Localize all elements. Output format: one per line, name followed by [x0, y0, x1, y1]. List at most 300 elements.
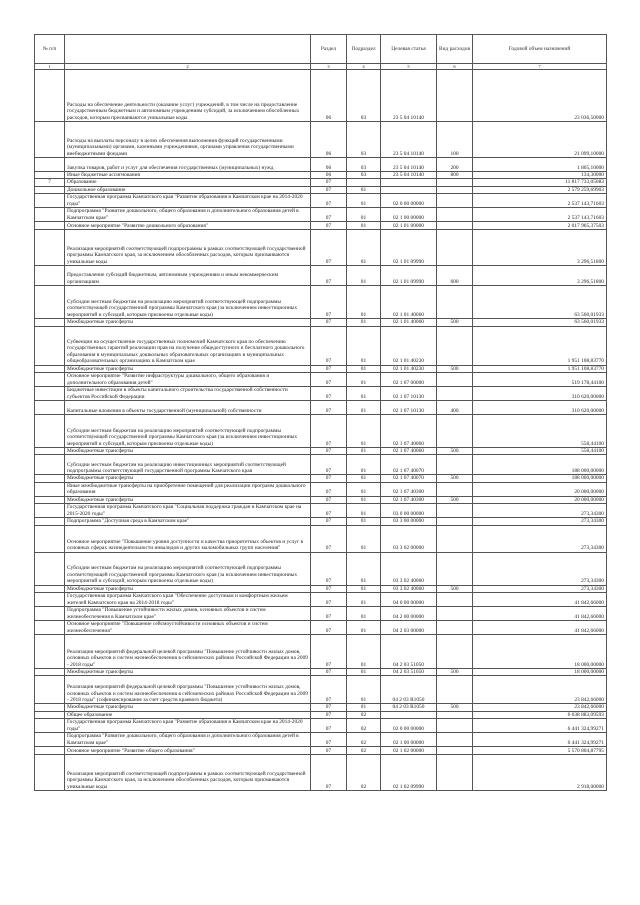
- row-number-cell: [35, 401, 65, 415]
- table-row: [35, 172, 607, 179]
- row-number-cell: [35, 755, 65, 791]
- row-number-cell: [35, 286, 65, 319]
- row-target-article-cell: 04 2 03 00000: [381, 621, 437, 635]
- table-row: [35, 496, 607, 503]
- row-amount-cell: 5 570 804,87795: [473, 747, 607, 755]
- row-amount-cell: 63 560,01933: [473, 286, 607, 319]
- table-row: [35, 733, 607, 747]
- row-razdel-cell: 07: [311, 401, 347, 415]
- row-expense-type-cell: [437, 747, 473, 755]
- row-target-article-cell: 04 0 00 00000: [381, 593, 437, 607]
- row-name-cell: Основное мероприятие "Развитие дошкольного образования": [65, 222, 311, 230]
- header-podrazdel: Подраздел: [347, 35, 381, 64]
- row-amount-cell: 273,34300: [473, 525, 607, 552]
- row-razdel-cell: 07: [311, 222, 347, 230]
- row-podrazdel-cell: 01: [347, 482, 381, 496]
- row-amount-cell: 188 000,00000: [473, 475, 607, 482]
- table-row: [35, 525, 607, 552]
- row-name-cell: Межбюджетные трансферты: [65, 585, 311, 592]
- row-amount-cell: 558,44100: [473, 448, 607, 455]
- row-podrazdel-cell: 01: [347, 552, 381, 585]
- row-amount-cell: 519 178,44100: [473, 373, 607, 387]
- row-number-cell: [35, 593, 65, 607]
- table-row: [35, 585, 607, 592]
- row-razdel-cell: 07: [311, 415, 347, 448]
- row-name-cell: Субсидии местным бюджетам на реализацию мероприятий соответствующей подпрограммы соответствующей государственной программы Камчатского края (за исключением инвестиционных мероприятий и субсидий, которым присвоены отдельные коды): [65, 415, 311, 448]
- row-name-cell: Субсидии местным бюджетам на реализацию мероприятий соответствующей подпрограммы соответствующей государственной программы Камчатского края (за исключением инвестиционных мероприятий и субсидий, которым присвоены отдельные коды): [65, 286, 311, 319]
- row-number-cell: [35, 455, 65, 475]
- row-name-cell: Межбюджетные трансферты: [65, 669, 311, 676]
- row-expense-type-cell: [437, 194, 473, 208]
- row-amount-cell: 188 000,00000: [473, 455, 607, 475]
- row-amount-cell: 18 000,00000: [473, 635, 607, 669]
- row-number-cell: [35, 552, 65, 585]
- row-number-cell: 7: [35, 179, 65, 186]
- row-amount-cell: 2 579 259,69903: [473, 186, 607, 193]
- row-amount-cell: 2 537 143,71603: [473, 208, 607, 222]
- row-name-cell: Межбюджетные трансферты: [65, 704, 311, 711]
- row-target-article-cell: 03 3 00 00000: [381, 518, 437, 525]
- row-podrazdel-cell: 01: [347, 319, 381, 326]
- row-podrazdel-cell: 02: [347, 747, 381, 755]
- row-expense-type-cell: [437, 373, 473, 387]
- table-row: [35, 179, 607, 186]
- row-amount-cell: 63 560,01933: [473, 319, 607, 326]
- row-amount-cell: 23 842,66000: [473, 704, 607, 711]
- row-amount-cell: 1 951 108,83770: [473, 365, 607, 372]
- row-expense-type-cell: [437, 607, 473, 621]
- row-podrazdel-cell: 03: [347, 172, 381, 179]
- row-target-article-cell: [381, 186, 437, 193]
- row-number-cell: [35, 518, 65, 525]
- table-row: [35, 504, 607, 518]
- row-number-cell: [35, 266, 65, 286]
- index-cell: 3: [311, 64, 347, 70]
- row-target-article-cell: [381, 711, 437, 718]
- row-razdel-cell: 07: [311, 179, 347, 186]
- row-name-cell: Иные межбюджетные трансферты на приобретение помещений для реализации программ дошкольного образования: [65, 482, 311, 496]
- row-name-cell: Подпрограмма "Доступная среда в Камчатском крае": [65, 518, 311, 525]
- row-expense-type-cell: 500: [437, 319, 473, 326]
- row-podrazdel-cell: 03: [347, 70, 381, 122]
- table-row: [35, 607, 607, 621]
- row-number-cell: [35, 70, 65, 122]
- row-podrazdel-cell: 01: [347, 448, 381, 455]
- row-razdel-cell: 07: [311, 186, 347, 193]
- row-razdel-cell: 07: [311, 387, 347, 401]
- row-amount-cell: 21 099,10000: [473, 122, 607, 158]
- header-num: № п/п: [35, 35, 65, 64]
- row-razdel-cell: 07: [311, 593, 347, 607]
- row-podrazdel-cell: 02: [347, 755, 381, 791]
- row-razdel-cell: 07: [311, 504, 347, 518]
- row-number-cell: [35, 122, 65, 158]
- row-name-cell: Образование: [65, 179, 311, 186]
- row-razdel-cell: 07: [311, 266, 347, 286]
- row-podrazdel-cell: 01: [347, 194, 381, 208]
- row-name-cell: Основное мероприятие "Развитие инфраструктуры дошкольного, общего образования и дополнительного образования детей": [65, 373, 311, 387]
- row-target-article-cell: 23 5 04 10140: [381, 122, 437, 158]
- row-name-cell: Основное мероприятие "Повышение уровня доступности и качества приоритетных объектов и услуг в основных сферах жизнедеятельности инвалидов и других маломобильных групп населения": [65, 525, 311, 552]
- row-amount-cell: 6 638 883,09593: [473, 711, 607, 718]
- row-razdel-cell: 07: [311, 482, 347, 496]
- table-row: [35, 704, 607, 711]
- row-razdel-cell: 07: [311, 552, 347, 585]
- row-expense-type-cell: [437, 230, 473, 266]
- row-target-article-cell: 02 1 02 09990: [381, 755, 437, 791]
- row-target-article-cell: 04 2 03 51050: [381, 669, 437, 676]
- row-target-article-cell: 02 1 01 40230: [381, 365, 437, 372]
- row-target-article-cell: 02 1 07 40060: [381, 448, 437, 455]
- row-target-article-cell: 02 0 00 00000: [381, 719, 437, 733]
- row-target-article-cell: 02 1 07 10130: [381, 387, 437, 401]
- row-razdel-cell: 07: [311, 208, 347, 222]
- row-podrazdel-cell: 01: [347, 635, 381, 669]
- row-name-cell: Межбюджетные трансферты: [65, 319, 311, 326]
- row-expense-type-cell: [437, 733, 473, 747]
- row-amount-cell: 2 918,00000: [473, 755, 607, 791]
- row-target-article-cell: 02 1 07 40300: [381, 496, 437, 503]
- row-target-article-cell: 23 5 04 10140: [381, 172, 437, 179]
- row-podrazdel-cell: 01: [347, 475, 381, 482]
- row-target-article-cell: 04 2 00 00000: [381, 607, 437, 621]
- row-expense-type-cell: [437, 635, 473, 669]
- row-razdel-cell: 07: [311, 194, 347, 208]
- row-razdel-cell: 07: [311, 475, 347, 482]
- table-row: [35, 319, 607, 326]
- row-name-cell: Субсидии местным бюджетам на реализацию инвестиционных мероприятий соответствующей подпрограммы соответствующей государственной программы Камчатского края: [65, 455, 311, 475]
- row-target-article-cell: 02 1 07 00000: [381, 373, 437, 387]
- row-number-cell: [35, 186, 65, 193]
- row-target-article-cell: 03 3 02 40060: [381, 585, 437, 592]
- table-row: [35, 621, 607, 635]
- row-name-cell: Реализация мероприятий соответствующей подпрограммы в рамках соответствующей государственной программы Камчатского края, за исключением обособленных расходов, которым присваиваются уникальные коды: [65, 755, 311, 791]
- table-row: [35, 635, 607, 669]
- row-name-cell: Реализация мероприятий федеральной целевой программы "Повышение устойчивости жилых домов, основных объектов и систем жизнеобеспечения в сейсмических районах Российской Федерации на 2009 - 2018 годы": [65, 635, 311, 669]
- row-podrazdel-cell: 01: [347, 186, 381, 193]
- table-row: [35, 475, 607, 482]
- row-amount-cell: 1 805,10000: [473, 158, 607, 172]
- row-name-cell: Подпрограмма "Развитие дошкольного, общего образования и дополнительного образования детей в Камчатском крае": [65, 208, 311, 222]
- row-podrazdel-cell: 01: [347, 621, 381, 635]
- row-amount-cell: 273,34300: [473, 518, 607, 525]
- index-cell: 2: [65, 64, 311, 70]
- row-name-cell: Дошкольное образование: [65, 186, 311, 193]
- row-podrazdel-cell: 01: [347, 401, 381, 415]
- row-podrazdel-cell: 01: [347, 373, 381, 387]
- row-podrazdel-cell: 03: [347, 122, 381, 158]
- row-name-cell: Государственная программа Камчатского края "Социальная поддержка граждан в Камчатском крае на 2015-2020 годы": [65, 504, 311, 518]
- row-expense-type-cell: [437, 482, 473, 496]
- table-row: [35, 669, 607, 676]
- table-row: [35, 676, 607, 704]
- row-number-cell: [35, 621, 65, 635]
- row-number-cell: [35, 158, 65, 172]
- row-razdel-cell: 07: [311, 496, 347, 503]
- row-expense-type-cell: [437, 593, 473, 607]
- row-podrazdel-cell: 02: [347, 719, 381, 733]
- table-row: [35, 326, 607, 365]
- row-podrazdel-cell: 01: [347, 387, 381, 401]
- row-razdel-cell: 07: [311, 711, 347, 718]
- row-razdel-cell: 07: [311, 585, 347, 592]
- row-amount-cell: 2 017 965,37503: [473, 222, 607, 230]
- row-expense-type-cell: 800: [437, 172, 473, 179]
- row-target-article-cell: 02 1 01 00000: [381, 222, 437, 230]
- row-podrazdel-cell: 01: [347, 669, 381, 676]
- row-amount-cell: 310 620,00000: [473, 387, 607, 401]
- row-expense-type-cell: 500: [437, 585, 473, 592]
- row-podrazdel-cell: 02: [347, 733, 381, 747]
- row-expense-type-cell: [437, 70, 473, 122]
- row-expense-type-cell: [437, 755, 473, 791]
- row-podrazdel-cell: 01: [347, 286, 381, 319]
- row-target-article-cell: 02 1 01 09990: [381, 230, 437, 266]
- row-number-cell: [35, 525, 65, 552]
- table-body: [35, 70, 607, 791]
- row-razdel-cell: 07: [311, 747, 347, 755]
- budget-table: [34, 34, 607, 791]
- row-amount-cell: 3 296,51800: [473, 230, 607, 266]
- row-name-cell: Государственная программа Камчатского края "Развитие образования в Камчатском крае на 2014-2020 годы": [65, 194, 311, 208]
- row-razdel-cell: 06: [311, 158, 347, 172]
- row-number-cell: [35, 230, 65, 266]
- row-name-cell: Межбюджетные трансферты: [65, 496, 311, 503]
- row-name-cell: Расходы на обеспечение деятельности (оказание услуг) учреждений, в том числе на предоставление государственным бюджетным и автономным учреждениям субсидий, за исключением обособленных расходов, которым присваиваются уникальные коды: [65, 70, 311, 122]
- row-podrazdel-cell: 01: [347, 455, 381, 475]
- table-row: [35, 365, 607, 372]
- row-number-cell: [35, 711, 65, 718]
- row-podrazdel-cell: 01: [347, 365, 381, 372]
- row-podrazdel-cell: 01: [347, 415, 381, 448]
- row-name-cell: Подпрограмма "Развитие дошкольного, общего образования и дополнительного образования детей в Камчатском крае": [65, 733, 311, 747]
- row-target-article-cell: 03 3 02 40060: [381, 552, 437, 585]
- table-header-row: [35, 35, 607, 64]
- table-row: [35, 158, 607, 172]
- row-expense-type-cell: 500: [437, 704, 473, 711]
- row-expense-type-cell: 100: [437, 122, 473, 158]
- row-number-cell: [35, 496, 65, 503]
- row-number-cell: [35, 475, 65, 482]
- row-expense-type-cell: 500: [437, 496, 473, 503]
- row-expense-type-cell: [437, 455, 473, 475]
- row-razdel-cell: 07: [311, 704, 347, 711]
- row-expense-type-cell: 600: [437, 266, 473, 286]
- table-row: [35, 593, 607, 607]
- row-razdel-cell: 07: [311, 635, 347, 669]
- row-target-article-cell: 02 1 07 40060: [381, 415, 437, 448]
- row-razdel-cell: 06: [311, 122, 347, 158]
- row-razdel-cell: 07: [311, 373, 347, 387]
- row-name-cell: Реализация мероприятий соответствующей подпрограммы в рамках соответствующей государственной программы Камчатского края, за исключением обособленных расходов, которым присваиваются уникальные коды: [65, 230, 311, 266]
- row-name-cell: Субсидии местным бюджетам на реализацию мероприятий соответствующей подпрограммы соответствующей государственной программы Камчатского края (за исключением инвестиционных мероприятий и субсидий, которым присвоены отдельные коды): [65, 552, 311, 585]
- row-name-cell: Расходы на выплаты персоналу в целях обеспечения выполнения функций государственными (муниципальными) органами, казенными учреждениями, органами управления государственными внебюджетными фондами: [65, 122, 311, 158]
- row-amount-cell: 18 000,00000: [473, 669, 607, 676]
- table-row: [35, 70, 607, 122]
- row-target-article-cell: 03 0 00 00000: [381, 504, 437, 518]
- row-number-cell: [35, 676, 65, 704]
- row-razdel-cell: 07: [311, 230, 347, 266]
- table-row: [35, 194, 607, 208]
- row-podrazdel-cell: 01: [347, 266, 381, 286]
- row-number-cell: [35, 373, 65, 387]
- table-row: [35, 415, 607, 448]
- row-razdel-cell: 07: [311, 455, 347, 475]
- row-target-article-cell: 23 5 04 10140: [381, 70, 437, 122]
- row-target-article-cell: 02 1 01 40060: [381, 286, 437, 319]
- row-target-article-cell: 02 1 02 00000: [381, 747, 437, 755]
- row-target-article-cell: 02 0 00 00000: [381, 194, 437, 208]
- row-amount-cell: 273,34300: [473, 552, 607, 585]
- table-row: [35, 286, 607, 319]
- row-expense-type-cell: [437, 719, 473, 733]
- row-razdel-cell: 07: [311, 319, 347, 326]
- row-amount-cell: 23 842,66000: [473, 676, 607, 704]
- row-target-article-cell: 04 2 03 R1050: [381, 676, 437, 704]
- row-number-cell: [35, 704, 65, 711]
- row-name-cell: Закупка товаров, работ и услуг для обеспечения государственных (муниципальных) нужд: [65, 158, 311, 172]
- table-row: [35, 518, 607, 525]
- row-razdel-cell: 07: [311, 448, 347, 455]
- row-amount-cell: 273,34300: [473, 585, 607, 592]
- row-amount-cell: 1 951 108,83770: [473, 326, 607, 365]
- table-row: [35, 387, 607, 401]
- row-target-article-cell: 23 5 04 10140: [381, 158, 437, 172]
- index-cell: 4: [347, 64, 381, 70]
- table-row: [35, 222, 607, 230]
- row-expense-type-cell: [437, 179, 473, 186]
- row-podrazdel-cell: 01: [347, 208, 381, 222]
- table-row: [35, 448, 607, 455]
- row-amount-cell: 273,34300: [473, 504, 607, 518]
- row-amount-cell: 41 842,66000: [473, 593, 607, 607]
- row-expense-type-cell: [437, 415, 473, 448]
- row-razdel-cell: 07: [311, 365, 347, 372]
- row-name-cell: Общее образование: [65, 711, 311, 718]
- row-amount-cell: 2 537 143,71603: [473, 194, 607, 208]
- table-row: [35, 186, 607, 193]
- row-target-article-cell: 02 1 00 00000: [381, 208, 437, 222]
- row-name-cell: Государственная программа Камчатского края "Обеспечение доступным и комфортным жильем жителей Камчатского края на 2014-2018 годы": [65, 593, 311, 607]
- row-expense-type-cell: 200: [437, 158, 473, 172]
- row-number-cell: [35, 365, 65, 372]
- row-amount-cell: 41 842,66000: [473, 621, 607, 635]
- row-name-cell: Межбюджетные трансферты: [65, 448, 311, 455]
- row-amount-cell: 41 842,66000: [473, 607, 607, 621]
- row-target-article-cell: 02 1 01 40230: [381, 326, 437, 365]
- row-number-cell: [35, 172, 65, 179]
- row-expense-type-cell: [437, 286, 473, 319]
- row-amount-cell: 20 000,00000: [473, 496, 607, 503]
- row-number-cell: [35, 607, 65, 621]
- row-expense-type-cell: [437, 186, 473, 193]
- row-razdel-cell: 07: [311, 525, 347, 552]
- table-row: [35, 208, 607, 222]
- row-razdel-cell: 07: [311, 719, 347, 733]
- table-row: [35, 373, 607, 387]
- row-amount-cell: 20 000,00000: [473, 482, 607, 496]
- row-expense-type-cell: [437, 504, 473, 518]
- row-podrazdel-cell: 03: [347, 158, 381, 172]
- row-podrazdel-cell: 01: [347, 585, 381, 592]
- table-row: [35, 122, 607, 158]
- table-row: [35, 230, 607, 266]
- row-expense-type-cell: 500: [437, 365, 473, 372]
- row-podrazdel-cell: [347, 179, 381, 186]
- row-podrazdel-cell: 01: [347, 593, 381, 607]
- row-razdel-cell: 07: [311, 518, 347, 525]
- row-podrazdel-cell: 01: [347, 518, 381, 525]
- index-cell: 7: [473, 64, 607, 70]
- row-name-cell: Иные бюджетные ассигнования: [65, 172, 311, 179]
- row-expense-type-cell: [437, 676, 473, 704]
- row-amount-cell: 3 296,51800: [473, 266, 607, 286]
- row-number-cell: [35, 194, 65, 208]
- header-annual-amount: Годовой объем назначений: [473, 35, 607, 64]
- row-number-cell: [35, 448, 65, 455]
- row-amount-cell: 6 441 324,99271: [473, 719, 607, 733]
- row-podrazdel-cell: 02: [347, 711, 381, 718]
- row-amount-cell: 11 817 733,05083: [473, 179, 607, 186]
- row-podrazdel-cell: 01: [347, 607, 381, 621]
- row-expense-type-cell: [437, 518, 473, 525]
- row-razdel-cell: 07: [311, 676, 347, 704]
- row-expense-type-cell: [437, 552, 473, 585]
- row-target-article-cell: 04 2 03 51050: [381, 635, 437, 669]
- row-number-cell: [35, 504, 65, 518]
- row-number-cell: [35, 415, 65, 448]
- row-target-article-cell: 02 1 00 00000: [381, 733, 437, 747]
- row-podrazdel-cell: 01: [347, 704, 381, 711]
- row-expense-type-cell: [437, 387, 473, 401]
- row-podrazdel-cell: 01: [347, 676, 381, 704]
- row-expense-type-cell: 500: [437, 669, 473, 676]
- index-cell: 5: [381, 64, 437, 70]
- row-razdel-cell: 07: [311, 733, 347, 747]
- row-razdel-cell: 07: [311, 755, 347, 791]
- row-amount-cell: 310 620,00000: [473, 401, 607, 415]
- row-expense-type-cell: 400: [437, 401, 473, 415]
- table-row: [35, 747, 607, 755]
- row-number-cell: [35, 669, 65, 676]
- row-podrazdel-cell: 01: [347, 496, 381, 503]
- row-name-cell: Подпрограмма "Повышение устойчивости жилых домов, основных объектов и систем жизнеобеспечения в Камчатском крае": [65, 607, 311, 621]
- row-razdel-cell: 07: [311, 286, 347, 319]
- row-number-cell: [35, 387, 65, 401]
- row-number-cell: [35, 719, 65, 733]
- row-expense-type-cell: [437, 621, 473, 635]
- row-number-cell: [35, 326, 65, 365]
- row-podrazdel-cell: 01: [347, 504, 381, 518]
- row-name-cell: Субвенции на осуществление государственных полномочий Камчатского края по обеспечению государственных гарантий реализации прав на получение общедоступного и бесплатного дошкольного образования в муниципальных дошкольных образовательных организациях в муниципальных общеобразовательных организациях в Камчатском крае: [65, 326, 311, 365]
- row-podrazdel-cell: 01: [347, 230, 381, 266]
- row-razdel-cell: 07: [311, 621, 347, 635]
- row-name-cell: Основное мероприятие "Повышение сейсмоустойчивости основных объектов и систем жизнеобеспечения": [65, 621, 311, 635]
- table-row: [35, 266, 607, 286]
- row-expense-type-cell: 500: [437, 475, 473, 482]
- table-row: [35, 552, 607, 585]
- table-row: [35, 455, 607, 475]
- row-expense-type-cell: [437, 525, 473, 552]
- row-expense-type-cell: [437, 222, 473, 230]
- row-expense-type-cell: [437, 326, 473, 365]
- row-expense-type-cell: 500: [437, 448, 473, 455]
- row-razdel-cell: 07: [311, 326, 347, 365]
- table-row: [35, 711, 607, 718]
- row-number-cell: [35, 585, 65, 592]
- row-number-cell: [35, 319, 65, 326]
- table-row: [35, 401, 607, 415]
